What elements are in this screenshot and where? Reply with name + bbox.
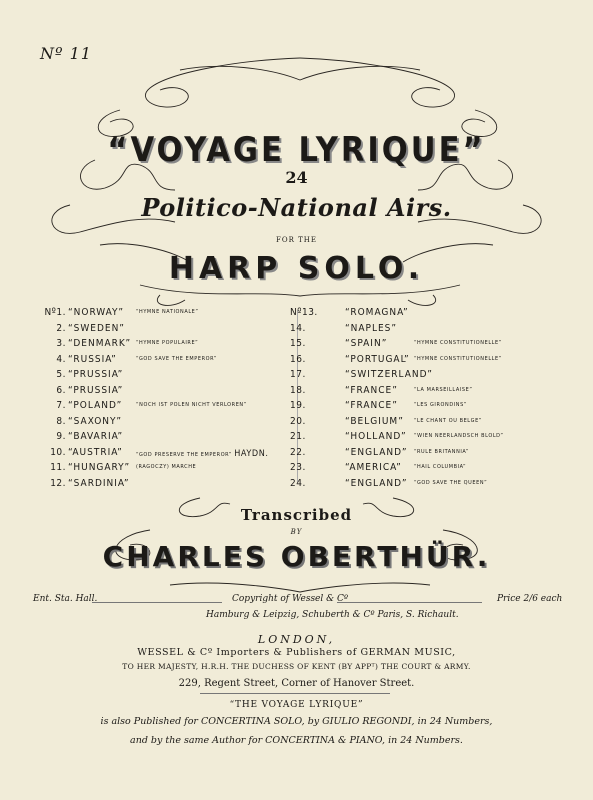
air-title: “RULE BRITANNIA”	[414, 448, 469, 455]
subtitle: Politico-National Airs.	[141, 193, 452, 222]
air-title: “GOD SAVE THE QUEEN”	[414, 479, 488, 486]
air-number: 17.	[290, 369, 306, 380]
air-number: Nº1.	[44, 307, 66, 318]
list-item	[0, 447, 300, 463]
list-item	[290, 447, 593, 463]
air-country: “SPAIN”	[345, 338, 388, 349]
list-item	[0, 354, 300, 370]
air-title: “HYMNE NATIONALE”	[136, 309, 199, 315]
air-country: “NAPLES”	[345, 322, 398, 334]
air-title: “HYMNE CONSTITUTIONELLE”	[414, 355, 502, 362]
list-item	[290, 338, 593, 354]
city-label: LONDON,	[257, 633, 336, 646]
air-title: “HAIL COLUMBIA”	[414, 464, 467, 470]
for-the-label: FOR THE	[276, 236, 317, 244]
also-published-line-2: and by the same Author for CONCERTINA & PIANO, in 24 Numbers.	[130, 735, 463, 746]
divider	[337, 602, 482, 603]
air-country: “RUSSIA”	[68, 353, 117, 365]
list-item	[290, 323, 593, 339]
air-country: “FRANCE”	[345, 384, 398, 396]
list-item	[0, 338, 300, 354]
air-title: (RAGOCZY) MARCHE	[136, 464, 197, 470]
list-item	[0, 385, 300, 401]
list-item	[0, 369, 300, 385]
list-item	[290, 307, 593, 323]
air-country: “SAXONY”	[68, 415, 123, 427]
list-item	[0, 416, 300, 432]
divider	[200, 693, 390, 694]
list-item	[290, 354, 593, 370]
air-number: 21.	[290, 431, 306, 442]
air-country: “AUSTRIA”	[68, 446, 123, 458]
air-number: 4.	[56, 353, 66, 365]
list-item	[0, 462, 300, 478]
air-country: “BAVARIA”	[68, 431, 124, 442]
air-title: “HYMNE POPULAIRE”	[136, 340, 199, 346]
air-country: “HUNGARY”	[68, 462, 131, 473]
air-title: “WIEN NEERLANDSCH BLOLD”	[414, 433, 504, 439]
series-title-repeat: “THE VOYAGE LYRIQUE”	[229, 700, 364, 710]
air-number: 20.	[290, 415, 306, 427]
air-country: “FRANCE”	[345, 400, 398, 411]
list-item	[0, 307, 300, 323]
air-number: 18.	[290, 384, 306, 396]
air-title: “LES GIRONDINS”	[414, 402, 467, 408]
by-label: BY	[290, 528, 303, 536]
air-country: “DENMARK”	[68, 338, 132, 349]
list-item	[290, 478, 593, 494]
airs-count: 24	[285, 168, 308, 187]
air-number: 19.	[290, 400, 306, 411]
air-number: 14.	[290, 322, 306, 334]
air-number: Nº13.	[290, 307, 318, 318]
air-title	[136, 449, 269, 459]
air-number: 15.	[290, 338, 306, 349]
list-item	[0, 478, 300, 494]
price-note: Price 2/6 each	[497, 594, 563, 604]
air-number: 16.	[290, 353, 306, 365]
copyright-note: Copyright of Wessel & Cº	[232, 594, 349, 604]
air-country: “POLAND”	[68, 400, 123, 411]
transcribed-label: Transcribed	[240, 506, 353, 524]
air-number: 3.	[56, 338, 66, 349]
air-country: “PRUSSIA”	[68, 384, 124, 396]
registration-note: Ent. Sta. Hall.	[33, 594, 98, 604]
air-country: “SWEDEN”	[68, 322, 125, 334]
list-item	[290, 416, 593, 432]
agents-note: Hamburg & Leipzig, Schuberth & Cº Paris, S. Richault.	[206, 610, 459, 620]
air-country: “BELGIUM”	[345, 415, 404, 427]
air-country: “NORWAY”	[68, 307, 125, 318]
air-country: “SARDINIA”	[68, 477, 130, 489]
divider	[92, 602, 222, 603]
air-number: 5.	[56, 369, 66, 380]
air-title: “NOCH IST POLEN NICHT VERLOREN”	[136, 402, 247, 408]
air-country: “PORTUGAL”	[345, 353, 410, 365]
air-title: “LA MARSEILLAISE”	[414, 386, 473, 393]
air-country: “AMERICA”	[345, 462, 402, 473]
air-number: 9.	[56, 431, 66, 442]
composer-note: HAYDN.	[234, 448, 269, 459]
plate-number: Nº 11	[40, 44, 92, 63]
air-title-text: “GOD PRESERVE THE EMPEROR”	[136, 451, 233, 458]
air-number: 10.	[50, 446, 66, 458]
air-country: “ENGLAND”	[345, 477, 408, 489]
air-number: 22.	[290, 446, 306, 458]
air-number: 8.	[56, 415, 66, 427]
list-item	[290, 462, 593, 478]
air-country: “ROMAGNA”	[345, 307, 409, 318]
air-country: “PRUSSIA”	[68, 369, 124, 380]
instrument-title: HARP SOLO.	[168, 251, 425, 286]
also-published-line-1: is also Published for CONCERTINA SOLO, by GIULIO REGONDI, in 24 Numbers,	[100, 716, 493, 727]
list-item	[0, 431, 300, 447]
publisher-line: WESSEL & Cº Importers & Publishers of GERMAN MUSIC,	[137, 647, 456, 658]
list-item	[290, 369, 593, 385]
air-number: 11.	[50, 462, 66, 473]
air-number: 6.	[56, 384, 66, 396]
air-title: “HYMNE CONSTITUTIONELLE”	[414, 340, 502, 346]
air-number: 12.	[50, 477, 66, 489]
air-country: “ENGLAND”	[345, 446, 408, 458]
list-item	[290, 431, 593, 447]
list-item	[290, 385, 593, 401]
air-country: “HOLLAND”	[345, 431, 407, 442]
airs-list-right	[290, 307, 593, 493]
list-item	[0, 400, 300, 416]
air-number: 23.	[290, 462, 306, 473]
list-item	[290, 400, 593, 416]
address-line: 229, Regent Street, Corner of Hanover Street.	[178, 678, 415, 689]
air-country: “SWITZERLAND”	[345, 369, 433, 380]
list-item	[0, 323, 300, 339]
air-number: 7.	[56, 400, 66, 411]
air-title: “GOD SAVE THE EMPEROR”	[136, 355, 217, 362]
composer-name: CHARLES OBERTHÜR.	[102, 540, 491, 573]
royal-appointment-line: TO HER MAJESTY, H.R.H. THE DUCHESS OF KENT (BY APPᵀ) THE COURT & ARMY.	[122, 662, 471, 671]
air-title: “LE CHANT OU BELGE”	[414, 417, 482, 424]
main-title: “VOYAGE LYRIQUE”	[107, 130, 486, 170]
air-number: 24.	[290, 477, 306, 489]
air-number: 2.	[56, 322, 66, 334]
airs-list-left	[0, 307, 300, 493]
